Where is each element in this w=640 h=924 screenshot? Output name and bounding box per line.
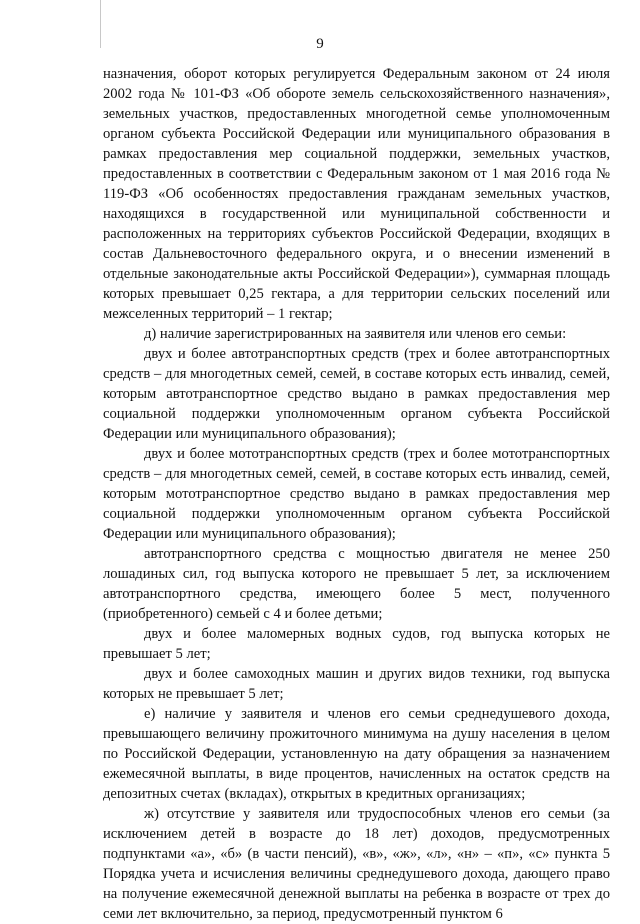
paragraph-9: ж) отсутствие у заявителя или трудоспособных членов его семьи (за исключением детей в возрасте до 18 лет) доходов, предусмотренных подпунктами «а», «б» (в части пенсий), «в», «ж», «л», «н» – «п», «с» пункта 5 Порядка учета и исчисления величины среднедушевого дохода, дающего право на получение ежемесячной денежной выплаты на ребенка в возрасте от трех до семи лет включительно, за период, предусмотренный пунктом 6 [103,806,610,922]
paragraph-4: двух и более мототранспортных средств (трех и более мототранспортных средств – для многодетных семей, семей, в составе которых есть инвалид, семей, которым мототранспортное средство выдано в рамках предоставления мер социальной поддержки уполномоченным органом субъекта Российской Федерации или муниципального образования); [103,446,610,542]
paragraph-2: д) наличие зарегистрированных на заявителя или членов его семьи: [144,326,567,342]
paragraph-7: двух и более самоходных машин и других видов техники, год выпуска которых не превышает 5 лет; [103,666,610,702]
paragraph-3: двух и более автотранспортных средств (трех и более автотранспортных средств – для многодетных семей, семей, в составе которых есть инвалид, семей, которым автотранспортное средство выдано в рамках предоставления мер социальной поддержки уполномоченным органом субъекта Российской Федерации или муниципального образования); [103,346,610,442]
paragraph-6: двух и более маломерных водных судов, год выпуска которых не превышает 5 лет; [103,626,610,662]
page-number: 9 [316,36,324,52]
document-body [103,64,610,924]
paragraph-8: е) наличие у заявителя и членов его семьи среднедушевого дохода, превышающего величину прожиточного минимума на душу населения в целом по Российской Федерации, установленную на дату обращения за назначением ежемесячной выплаты, в виде процентов, начисленных на остаток средств на депозитных счетах (вкладах), открытых в кредитных организациях; [103,706,610,802]
paragraph-1: назначения, оборот которых регулируется Федеральным законом от 24 июля 2002 года № 101-ФЗ «Об обороте земель сельскохозяйственного назначения», земельных участков, предоставленных многодетной семье уполномоченным органом субъекта Российской Федерации или муниципального образования в рамках предоставления мер социальной поддержки, земельных участков, предоставленных в соответствии с Федеральным законом от 1 мая 2016 года № 119-ФЗ «Об особенностях предоставления гражданам земельных участков, находящихся в государственной или муниципальной собственности и расположенных на территориях субъектов Российской Федерации, входящих в состав Дальневосточного федерального округа, и о внесении изменений в отдельные законодательные акты Российской Федерации»), суммарная площадь которых превышает 0,25 гектара, а для территории сельских поселений или межселенных территорий – 1 гектар; [103,66,610,322]
paragraph-5: автотранспортного средства с мощностью двигателя не менее 250 лошадиных сил, год выпуска которого не превышает 5 лет, за исключением автотранспортного средства, имеющего более 5 мест, полученного (приобретенного) семьей с 4 и более детьми; [103,546,610,622]
